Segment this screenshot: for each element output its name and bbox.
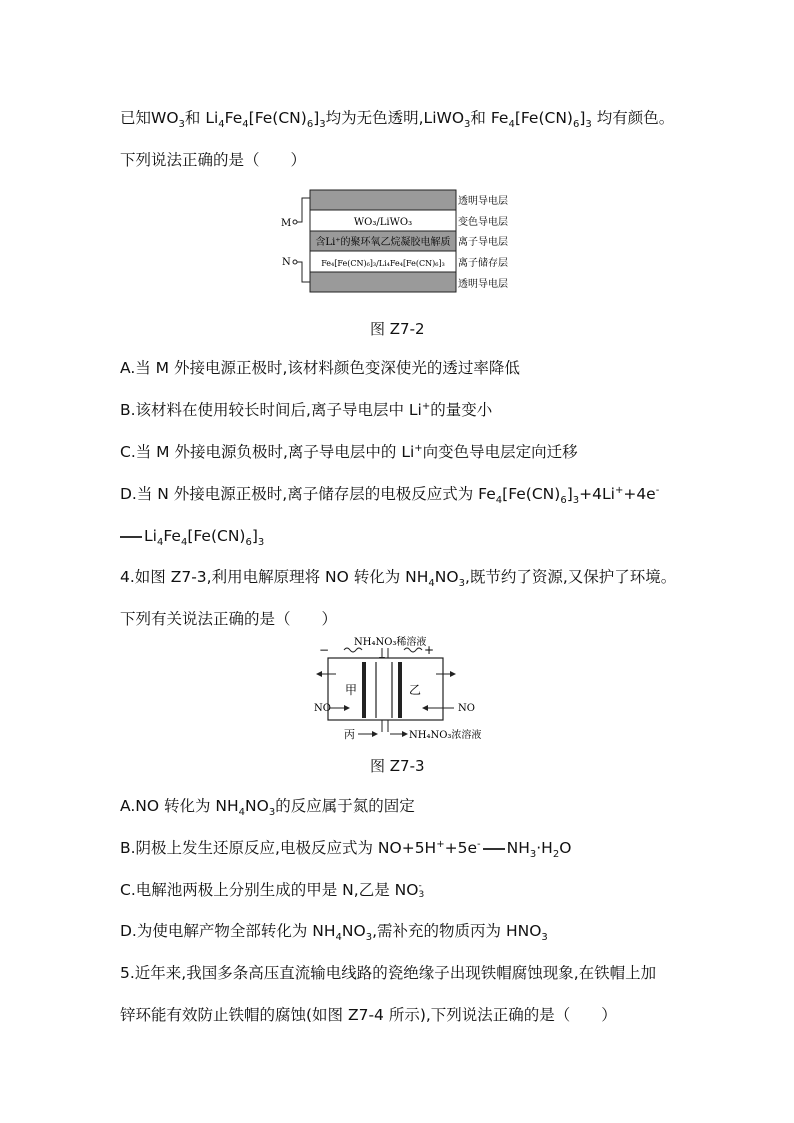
- text: 向变色导电层定向迁移: [422, 443, 578, 461]
- text: B.该材料在使用较长时间后,离子导电层中 Li: [120, 401, 422, 419]
- text: +4e: [623, 485, 656, 503]
- layer-label-5: 透明导电层: [458, 279, 508, 290]
- question-4-prompt: 下列有关说法正确的是（ ）: [120, 610, 338, 628]
- text: O: [406, 881, 419, 899]
- subscript: 4: [242, 119, 249, 131]
- subscript: 3: [464, 119, 471, 131]
- text: Fe: [163, 527, 181, 545]
- text: O: [559, 839, 572, 857]
- question-5-line-1: 5.近年来,我国多条高压直流输电线路的瓷绝缘子出现铁帽腐蚀现象,在铁帽上加: [120, 964, 657, 982]
- option-3d-continued: [120, 526, 265, 549]
- wire-m: [295, 198, 310, 222]
- text: 均为无色透明,LiWO: [325, 109, 465, 127]
- subscript: 3: [365, 932, 373, 944]
- text: NO: [245, 797, 269, 815]
- bottom-out-arrowhead: [402, 731, 408, 737]
- equals-bar: [120, 536, 142, 538]
- subscript: 6: [560, 495, 567, 507]
- text: [Fe(CN): [248, 109, 307, 127]
- left-out-arrowhead: [316, 671, 322, 677]
- superscript: -: [655, 484, 660, 496]
- subscript: 3: [572, 495, 580, 507]
- nitrate-scripts: [418, 882, 424, 900]
- option-4c: [120, 880, 424, 900]
- equals-bar: [483, 848, 505, 850]
- text: C.电解池两极上分别生成的甲是 N,乙是 N: [120, 881, 407, 899]
- layer-bottom: [310, 272, 456, 292]
- question-5-line-2: 锌环能有效防止铁帽的腐蚀(如图 Z7-4 所示),下列说法正确的是（ ）: [120, 1006, 617, 1024]
- terminal-m: [293, 220, 297, 224]
- right-out-arrowhead: [450, 671, 456, 677]
- text: +5e: [444, 839, 477, 857]
- option-3a: A.当 M 外接电源正极时,该材料颜色变深使光的透过率降低: [120, 359, 520, 377]
- pos-sign: +: [424, 643, 435, 657]
- intro-known-line: [120, 108, 675, 131]
- text: ,既节约了资源,又保护了环境。: [464, 568, 677, 586]
- layer2-text: WO₃/LiWO₃: [353, 217, 413, 228]
- subscript: 3: [319, 119, 326, 131]
- layer3-text: 含Li⁺的聚环氧乙烷凝胶电解质: [315, 237, 451, 248]
- text: NO: [341, 922, 366, 940]
- text: A.NO 转化为 NH: [120, 797, 239, 815]
- subscript: 3: [458, 578, 465, 590]
- superscript: -: [477, 838, 481, 850]
- left-no-label: NO: [314, 703, 331, 714]
- text: 均有颜色。: [591, 109, 675, 127]
- text: ,需补充的物质丙为 HNO: [372, 922, 542, 940]
- text: 和 Li: [184, 109, 219, 127]
- question-prompt: 下列说法正确的是（ ）: [120, 151, 307, 169]
- superscript: +: [436, 838, 445, 850]
- layer4-text: Fe₄[Fe(CN)₆]₃/Li₄Fe₄[Fe(CN)₆]₃: [321, 259, 445, 268]
- top-solution-label: NH₄NO₃稀溶液: [354, 637, 427, 648]
- terminal-n: [293, 260, 297, 264]
- subscript: 3: [529, 849, 537, 861]
- label-n: N: [282, 257, 291, 268]
- subscript: 4: [156, 537, 164, 549]
- figure-z7-2: [278, 186, 548, 298]
- superscript: -: [418, 880, 422, 891]
- subscript: 6: [572, 119, 580, 131]
- subscript: 4: [238, 807, 246, 819]
- text: 的反应属于氮的固定: [275, 797, 415, 815]
- subscript: 3: [585, 119, 592, 131]
- subscript: 6: [245, 537, 252, 549]
- text: B.阴极上发生还原反应,电极反应式为 NO+5H: [120, 839, 437, 857]
- subscript: 6: [306, 119, 314, 131]
- text: [Fe(CN): [187, 527, 246, 545]
- text: ]: [566, 485, 573, 503]
- option-3c: [120, 442, 578, 462]
- chamber-yi: 乙: [409, 683, 422, 697]
- layer-label-3: 离子导电层: [458, 237, 508, 248]
- text: Fe: [224, 109, 243, 127]
- bing-label: 丙: [344, 728, 355, 741]
- subscript: 3: [541, 932, 548, 944]
- superscript: +: [614, 484, 624, 496]
- text: Li: [144, 527, 157, 545]
- layer-label-4: 离子储存层: [458, 258, 508, 269]
- subscript: 3: [257, 537, 265, 549]
- option-3d: [120, 484, 660, 507]
- figure-caption-z7-3: 图 Z7-3: [370, 757, 425, 775]
- text: D.为使电解产物全部转化为 NH: [120, 922, 336, 940]
- text: C.当 M 外接电源负极时,离子导电层中的 Li: [120, 443, 415, 461]
- wire-n: [295, 262, 310, 282]
- chamber-jia: 甲: [345, 683, 358, 697]
- bottom-solution-label: NH₄NO₃浓溶液: [409, 730, 482, 741]
- left-electrode: [362, 662, 366, 718]
- option-4b: [120, 838, 572, 861]
- subscript: 4: [428, 578, 435, 590]
- text: [Fe(CN): [502, 485, 561, 503]
- label-m: M: [281, 218, 292, 229]
- subscript: 4: [495, 495, 503, 507]
- subscript: 4: [180, 537, 188, 549]
- text: NH: [506, 839, 530, 857]
- option-3b: [120, 400, 492, 420]
- text: 的量变小: [430, 401, 493, 419]
- superscript: +: [414, 442, 423, 454]
- question-4-stem: [120, 567, 677, 590]
- subscript: 4: [508, 119, 515, 131]
- left-wire: [344, 648, 362, 652]
- text: ]: [579, 109, 586, 127]
- bing-arrowhead: [372, 731, 378, 737]
- superscript: +: [421, 400, 431, 412]
- text: ]: [251, 527, 258, 545]
- right-electrode: [398, 662, 402, 718]
- subscript: 2: [552, 849, 560, 861]
- text: 4.如图 Z7-3,利用电解原理将 NO 转化为 NH: [120, 568, 429, 586]
- layer-label-1: 透明导电层: [458, 196, 508, 207]
- text: D.当 N 外接电源正极时,离子储存层的电极反应式为 Fe: [120, 485, 496, 503]
- subscript: 4: [335, 932, 342, 944]
- text: 已知WO: [120, 109, 179, 127]
- layer-label-2: 变色导电层: [458, 217, 508, 228]
- figure-z7-3: [306, 632, 496, 748]
- subscript: 4: [218, 119, 225, 131]
- text: 和 Fe: [470, 109, 509, 127]
- option-4d: [120, 921, 548, 944]
- right-no-label: NO: [458, 703, 475, 714]
- option-4a: [120, 796, 415, 819]
- text: [Fe(CN): [514, 109, 573, 127]
- subscript: 3: [418, 889, 425, 900]
- right-wire: [404, 648, 422, 652]
- text: +4Li: [579, 485, 615, 503]
- text: ·H: [536, 839, 553, 857]
- figure-caption-z7-2: 图 Z7-2: [370, 320, 425, 338]
- text: NO: [434, 568, 459, 586]
- text: ]: [313, 109, 320, 127]
- subscript: 3: [268, 807, 276, 819]
- subscript: 3: [178, 119, 185, 131]
- neg-sign: −: [319, 643, 330, 657]
- layer-top: [310, 190, 456, 210]
